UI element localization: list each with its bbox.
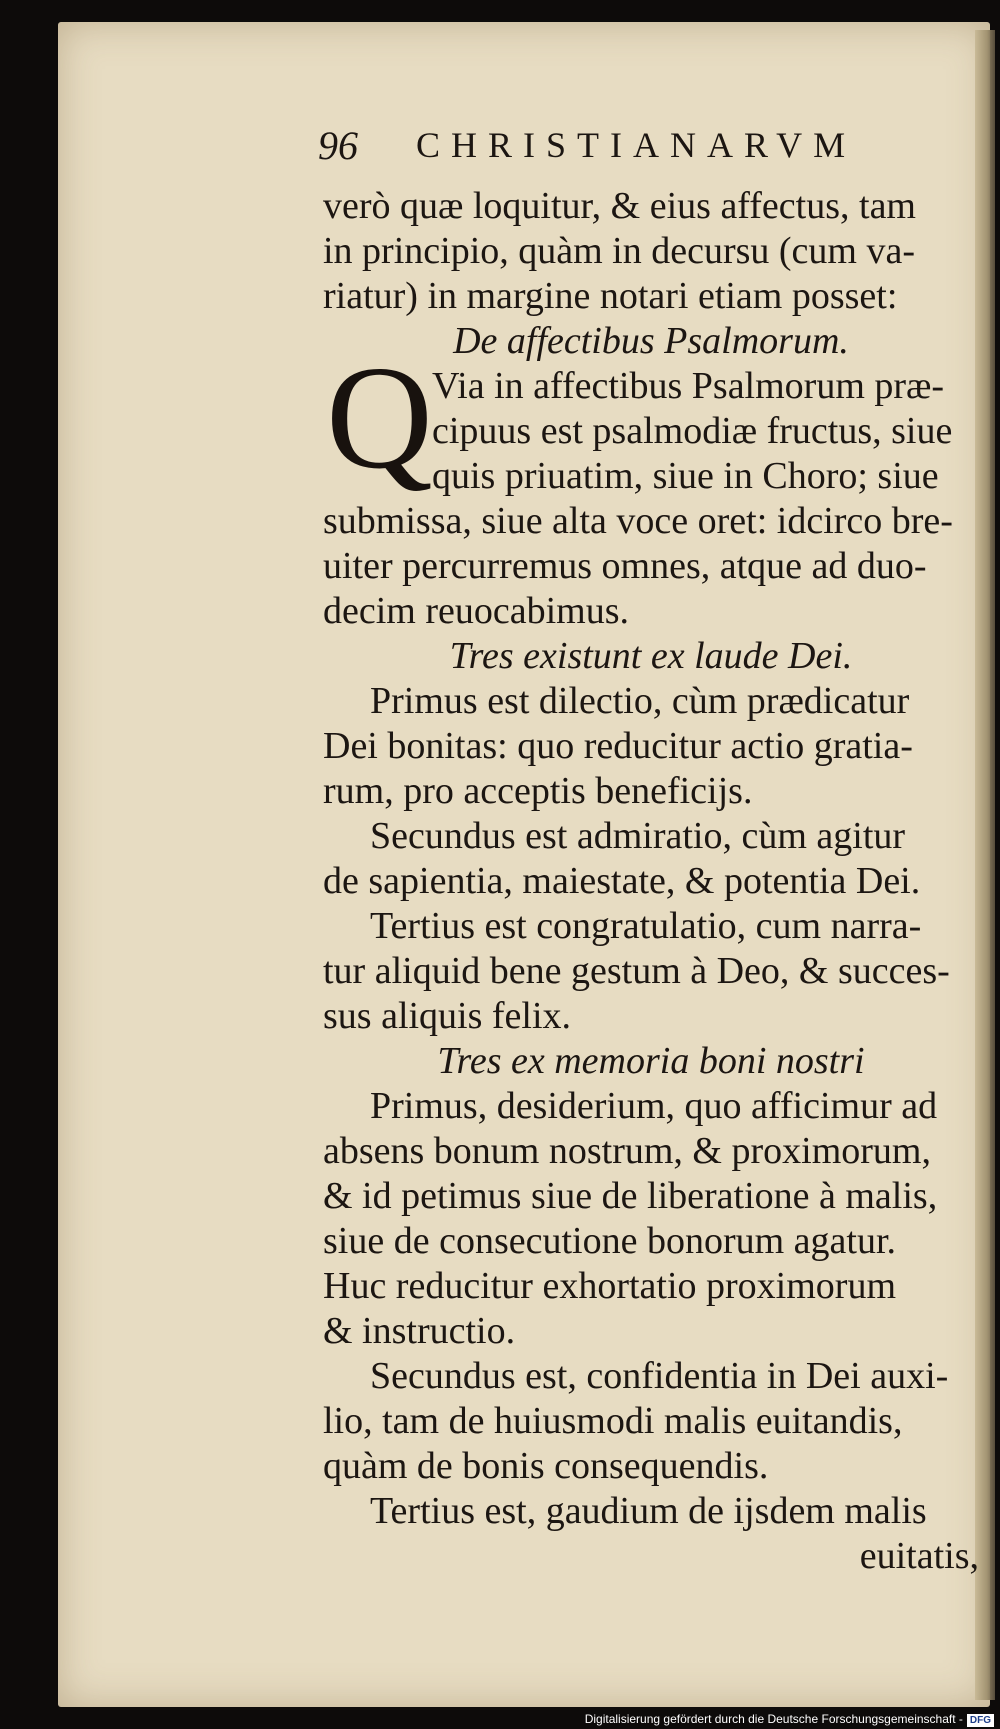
text-line: Tertius est, gaudium de ijsdem malis <box>370 1490 927 1532</box>
text-line: submissa, siue alta voce oret: idcirco bre- <box>323 500 953 542</box>
running-head: CHRISTIANARVM <box>416 125 857 165</box>
text-line: quis priuatim, siue in Choro; siue <box>432 455 939 497</box>
text-line: Dei bonitas: quo reducitur actio gratia- <box>323 725 913 767</box>
text-line: Secundus est, confidentia in Dei auxi- <box>370 1355 949 1397</box>
text-line: & instructio. <box>323 1310 516 1352</box>
text-line: Huc reducitur exhortatio proximorum <box>323 1265 897 1307</box>
drop-cap: Q <box>326 336 433 500</box>
text-line: Primus est dilectio, cùm prædicatur <box>370 680 910 722</box>
text-line: cipuus est psalmodiæ fructus, siue <box>432 410 953 452</box>
text-line: Tertius est congratulatio, cum narra- <box>370 905 922 947</box>
section-heading: De affectibus Psalmorum. <box>453 320 849 362</box>
text-line: de sapientia, maiestate, & potentia Dei. <box>323 860 921 902</box>
text-line: verò quæ loquitur, & eius affectus, tam <box>323 185 916 227</box>
text-line: sus aliquis felix. <box>323 995 572 1037</box>
dfg-logo-icon: DFG <box>967 1714 994 1727</box>
text-line: Secundus est admiratio, cùm agitur <box>370 815 906 857</box>
page-number: 96 <box>318 123 358 168</box>
text-line: tur aliquid bene gestum à Deo, & succes- <box>323 950 950 992</box>
text-line: rum, pro acceptis beneficijs. <box>323 770 753 812</box>
text-line: uiter percurremus omnes, atque ad duo- <box>323 545 927 587</box>
text-line: lio, tam de huiusmodi malis euitandis, <box>323 1400 903 1442</box>
credit-text: Digitalisierung gefördert durch die Deutsche Forschungsgemeinschaft - <box>584 1712 963 1726</box>
text-line: absens bonum nostrum, & proximorum, <box>323 1130 931 1172</box>
digitization-credit <box>560 1709 1000 1729</box>
text-line: & id petimus siue de liberatione à malis, <box>323 1175 938 1217</box>
catchword: euitatis, <box>859 1535 979 1577</box>
section-heading: Tres ex memoria boni nostri <box>437 1040 865 1082</box>
text-line: riatur) in margine notari etiam posset: <box>323 275 898 317</box>
text-line: decim reuocabimus. <box>323 590 630 632</box>
text-line: Primus, desiderium, quo afficimur ad <box>370 1085 938 1127</box>
text-line: in principio, quàm in decursu (cum va- <box>323 230 916 272</box>
text-line: siue de consecutione bonorum agatur. <box>323 1220 897 1262</box>
page-header <box>318 120 978 176</box>
section-heading: Tres existunt ex laude Dei. <box>449 635 853 677</box>
text-line: quàm de bonis consequendis. <box>323 1445 769 1487</box>
text-line: Via in affectibus Psalmorum præ- <box>432 365 945 407</box>
